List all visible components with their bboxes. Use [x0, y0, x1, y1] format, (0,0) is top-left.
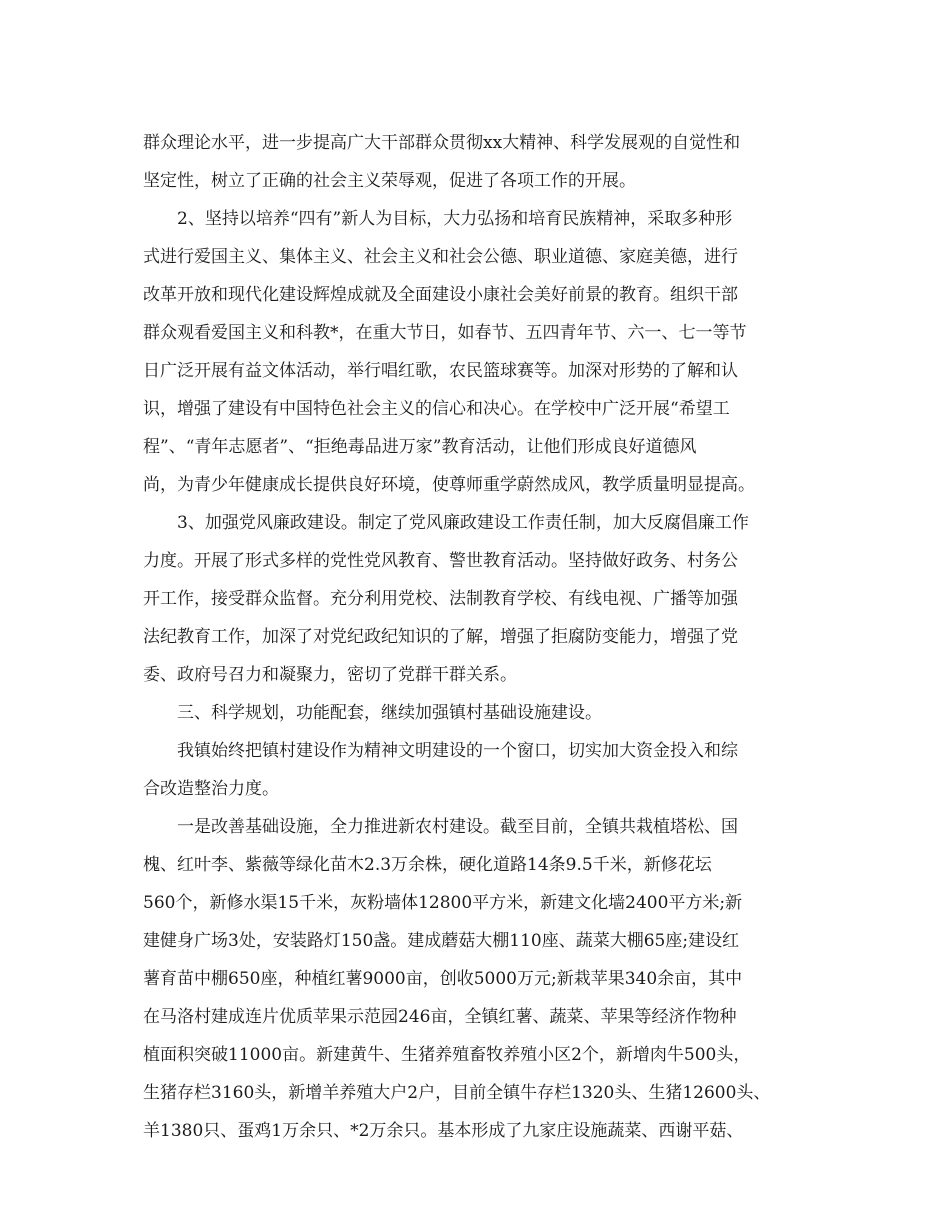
text-line-4: 式进行爱国主义、集体主义、社会主义和社会公德、职业道德、家庭美德，进行 [143, 247, 738, 267]
text-line-24: 在马洛村建成连片优质苹果示范园246亩，全镇红薯、蔬菜、苹果等经济作物种 [143, 1007, 737, 1027]
text-line-9: 程”、“青年志愿者”、“拒绝毒品进万家”教育活动，让他们形成良好道德风 [143, 437, 697, 457]
text-line-12: 力度。开展了形式多样的党性党风教育、警世教育活动。坚持做好政务、村务公 [143, 551, 738, 571]
text-line-2: 坚定性，树立了正确的社会主义荣辱观，促进了各项工作的开展。 [143, 171, 636, 191]
text-line-7: 日广泛开展有益文体活动，举行唱红歌，农民篮球赛等。加深对形势的了解和认 [143, 361, 738, 381]
text-line-27: 羊1380只、蛋鸡1万余只、*2万余只。基本形成了九家庄设施蔬菜、西谢平菇、 [143, 1121, 744, 1141]
text-line-15: 委、政府号召力和凝聚力，密切了党群干群关系。 [143, 665, 517, 685]
text-line-3: 2、坚持以培养“四有”新人为目标，大力弘扬和培育民族精神，采取多种形 [177, 209, 733, 229]
text-line-26: 生猪存栏3160头，新增羊养殖大户2户，目前全镇牛存栏1320头、生猪12600头、 [143, 1083, 771, 1103]
text-line-21: 560个，新修水渠15千米，灰粉墙体12800平方米，新建文化墙2400平方米;新 [143, 893, 743, 913]
text-line-16: 三、科学规划，功能配套，继续加强镇村基础设施建设。 [177, 703, 602, 723]
text-line-11: 3、加强党风廉政建设。制定了党风廉政建设工作责任制，加大反腐倡廉工作 [177, 513, 749, 533]
text-line-23: 薯育苗中棚650座，种植红薯9000亩，创收5000万元;新栽苹果340余亩，其中 [143, 969, 743, 989]
text-line-22: 建健身广场3处，安装路灯150盏。建成蘑菇大棚110座、蔬菜大棚65座;建设红 [143, 931, 740, 951]
text-line-14: 法纪教育工作，加深了对党纪政纪知识的了解，增强了拒腐防变能力，增强了党 [143, 627, 738, 647]
text-line-10: 尚，为青少年健康成长提供良好环境，使尊师重学蔚然成风，教学质量明显提高。 [143, 475, 755, 495]
text-line-1: 群众理论水平，进一步提高广大干部群众贯彻xx大精神、科学发展观的自觉性和 [143, 133, 741, 153]
text-line-5: 改革开放和现代化建设辉煌成就及全面建设小康社会美好前景的教育。组织干部 [143, 285, 738, 305]
text-line-17: 我镇始终把镇村建设作为精神文明建设的一个窗口，切实加大资金投入和综 [177, 741, 738, 761]
text-line-8: 识，增强了建设有中国特色社会主义的信心和决心。在学校中广泛开展“希望工 [143, 399, 730, 419]
text-line-13: 开工作，接受群众监督。充分利用党校、法制教育学校、有线电视、广播等加强 [143, 589, 738, 609]
text-line-20: 槐、红叶李、紫薇等绿化苗木2.3万余株，硬化道路14条9.5千米，新修花坛 [143, 855, 712, 875]
text-line-18: 合改造整治力度。 [143, 779, 279, 799]
text-line-19: 一是改善基础设施，全力推进新农村建设。截至目前，全镇共栽植塔松、国 [177, 817, 738, 837]
text-line-6: 群众观看爱国主义和科教*，在重大节日，如春节、五四青年节、六一、七一等节 [143, 323, 747, 343]
text-line-25: 植面积突破11000亩。新建黄牛、生猪养殖畜牧养殖小区2个，新增肉牛500头， [143, 1045, 751, 1065]
